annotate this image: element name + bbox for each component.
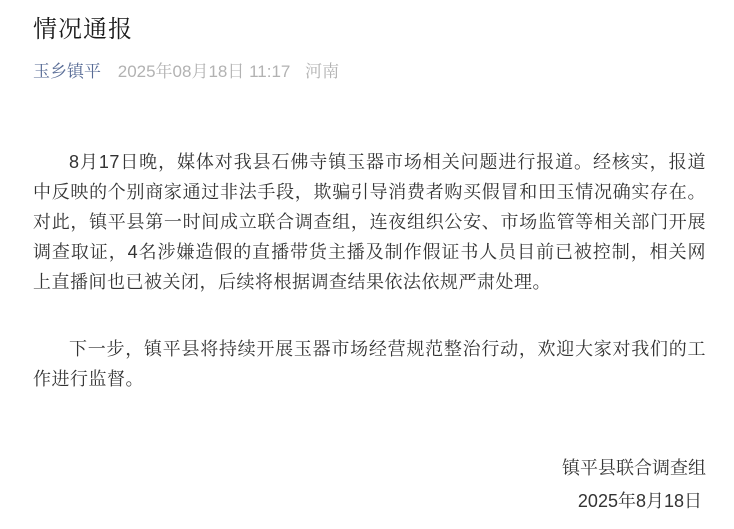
publish-location: 河南 <box>305 61 340 81</box>
publish-datetime: 2025年08月18日 11:17 <box>117 61 291 81</box>
signature-block <box>33 452 706 518</box>
article-title: 情况通报 <box>33 16 133 43</box>
byline <box>33 60 706 83</box>
signature-org: 镇平县联合调查组 <box>562 457 706 478</box>
article-body <box>33 147 706 394</box>
signature-date: 2025年8月18日 <box>577 490 702 511</box>
account-name-link[interactable]: 玉乡镇平 <box>33 61 101 81</box>
body-paragraph: 8月17日晚，媒体对我县石佛寺镇玉器市场相关问题进行报道。经核实，报道中反映的个别商家通过非法手段，欺骗引导消费者购买假冒和田玉情况确实存在。对此，镇平县第一时间成立联合调查组，连夜组织公安、市场监管等相关部门开展调查取证，4名涉嫌造假的直播带货主播及制作假证书人员目前已被控制，相关网上直播间也已被关闭，后续将根据调查结果依法依规严肃处理。 <box>33 151 706 292</box>
body-paragraph: 下一步，镇平县将持续开展玉器市场经营规范整治行动，欢迎大家对我们的工作进行监督。 <box>33 338 706 389</box>
